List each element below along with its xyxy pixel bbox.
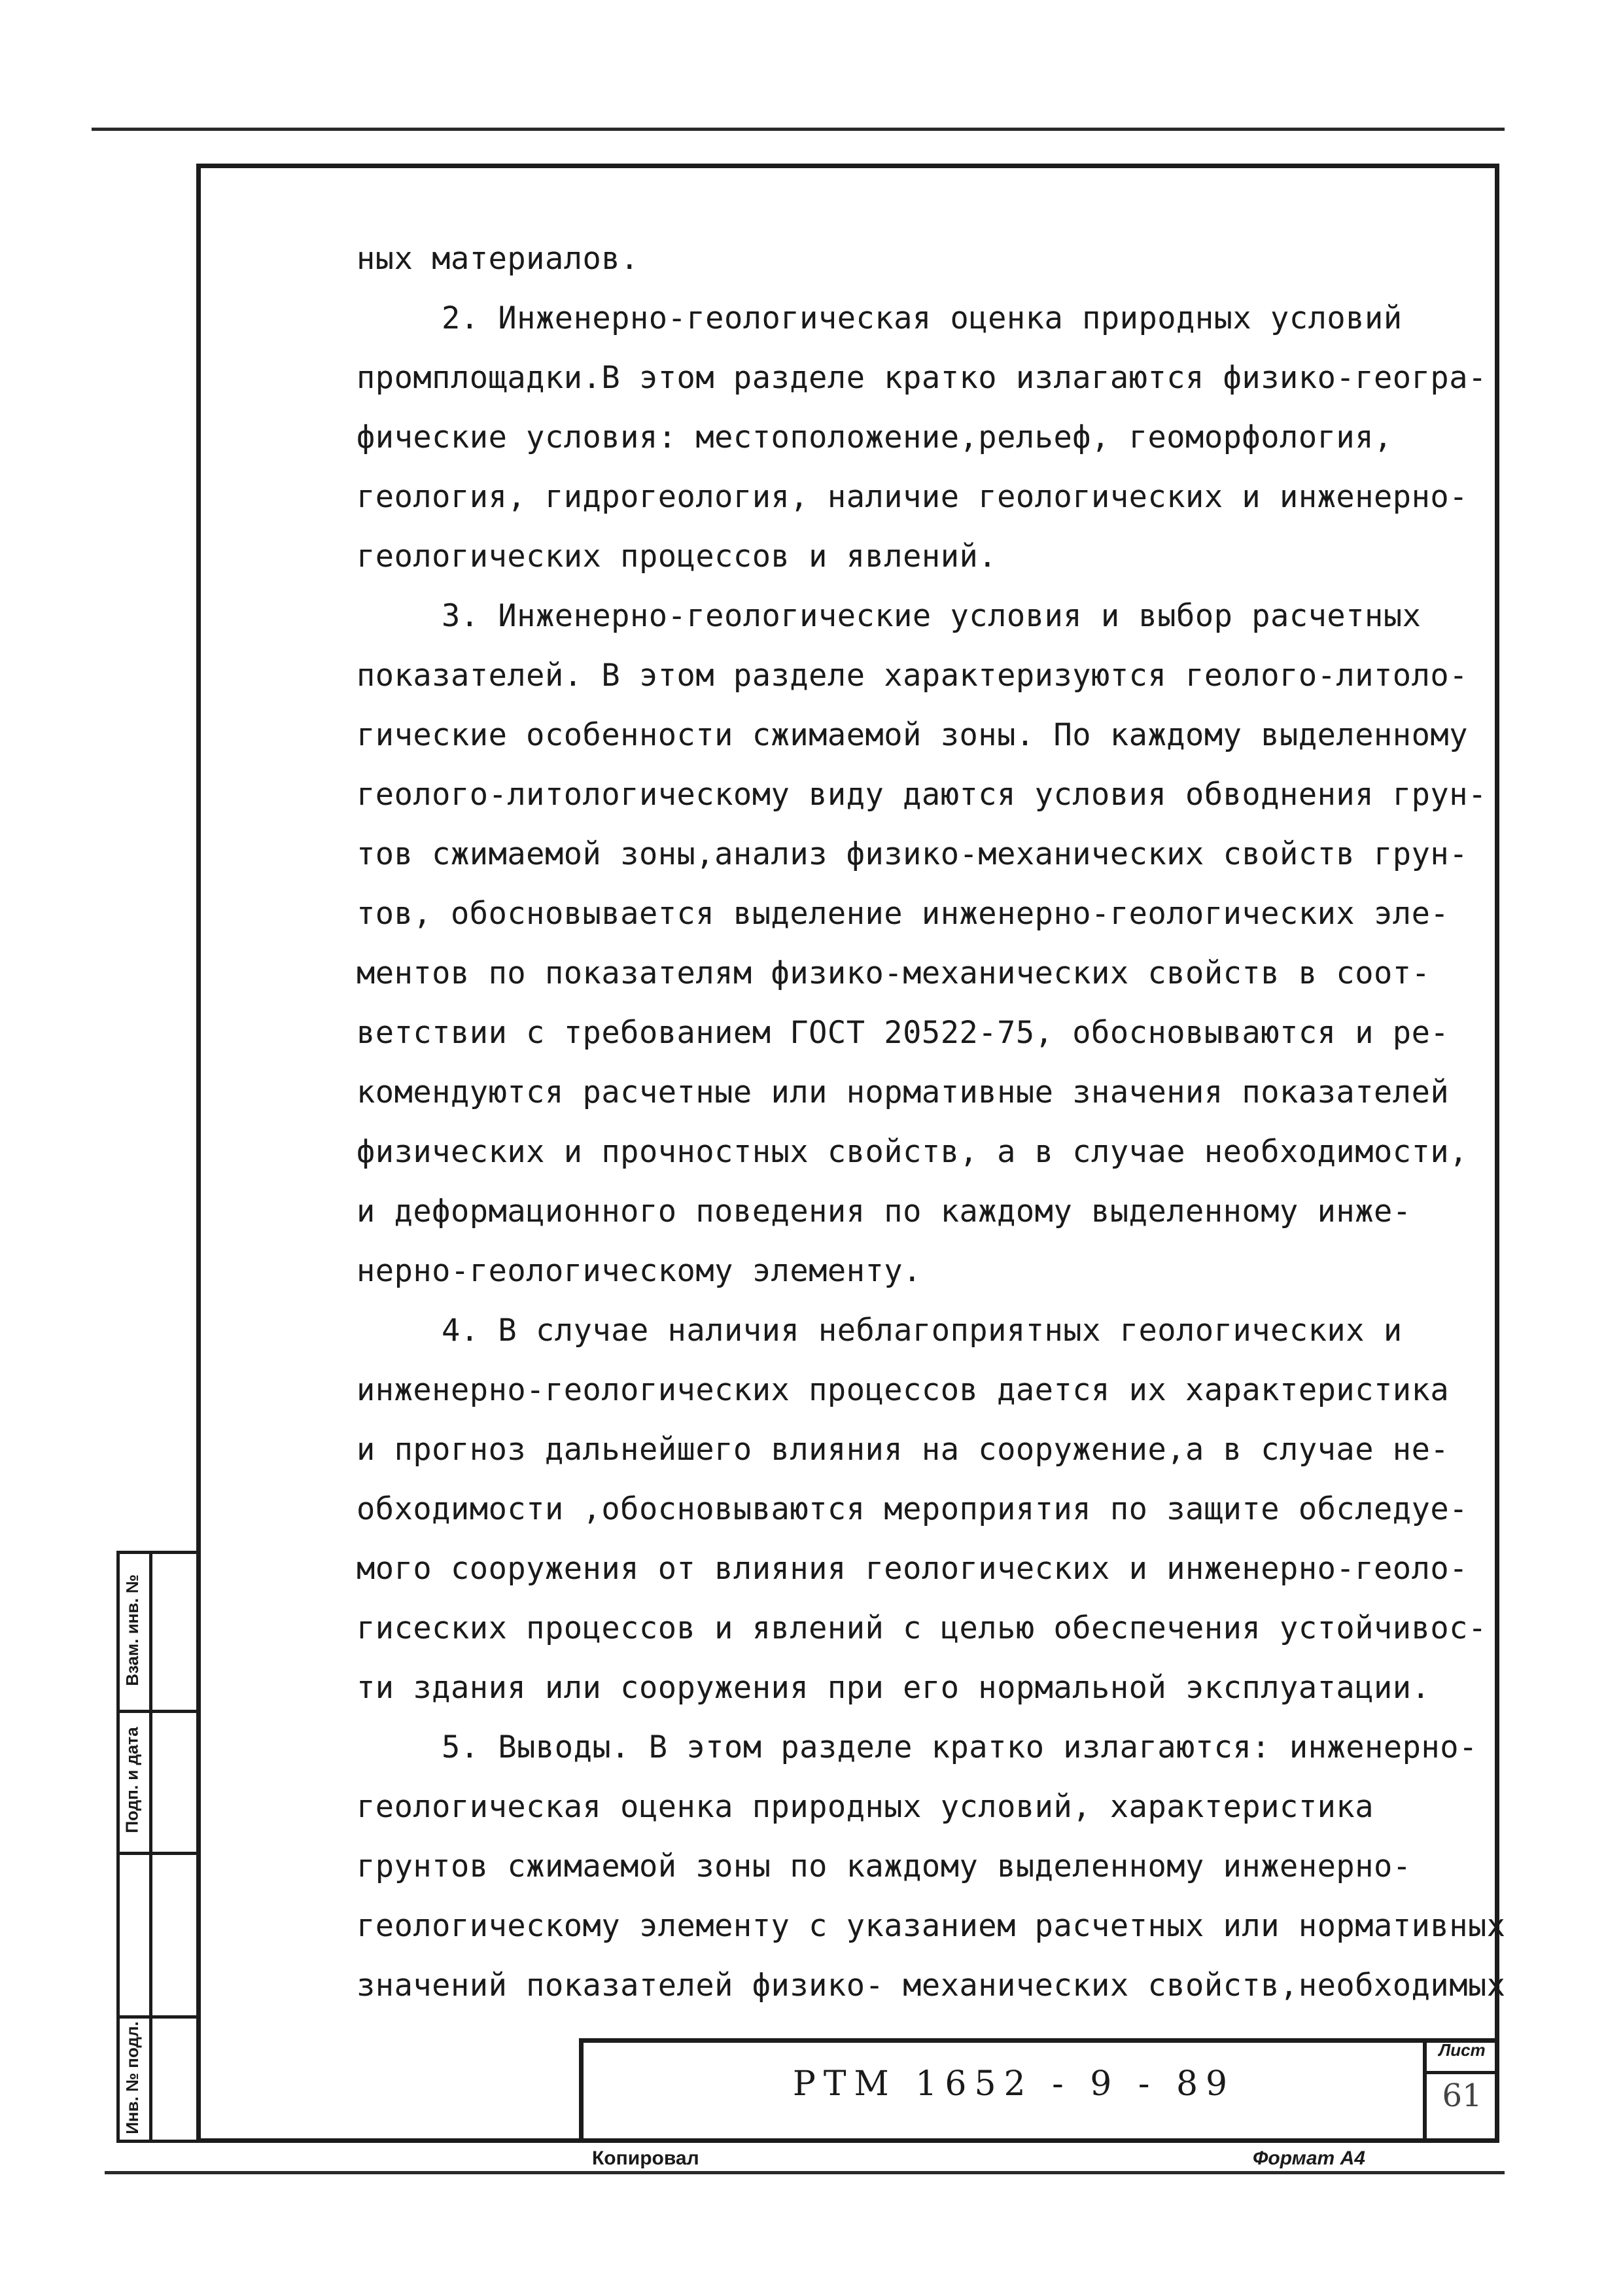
text-line: обходимости ,обосновываются мероприятия по защите обследуе- (357, 1491, 1468, 1527)
text-line: значений показателей физико- механических свойств,необходимых (357, 1968, 1506, 2004)
text-line: ветствии с требованием ГОСТ 20522-75, обосновываются и ре- (357, 1015, 1450, 1051)
format-label: Формат А4 (1253, 2147, 1365, 2169)
text-line: гические особенности сжимаемой зоны. По каждому выделенному (357, 717, 1468, 753)
text-line: и прогноз дальнейшего влияния на сооружение,а в случае не- (357, 1432, 1450, 1468)
text-line: фические условия: местоположение,рельеф, геоморфология, (357, 419, 1393, 455)
text-line: мого сооружения от влияния геологических и инженерно-геоло- (357, 1551, 1468, 1587)
text-line: геологическая оценка природных условий, характеристика (357, 1789, 1374, 1825)
top-rule (92, 128, 1505, 131)
side-label-original-inventory: Инв. № подл. (122, 2021, 142, 2134)
sheet-label: Лист (1439, 2040, 1486, 2060)
text-line: инженерно-геологических процессов дается их характеристика (357, 1372, 1450, 1408)
text-line: нерно-геологическому элементу. (357, 1253, 922, 1289)
side-label-replacement-inventory: Взам. инв. № (122, 1574, 142, 1686)
text-line: промплощадки.В этом разделе кратко излагаются физико-геогра- (357, 360, 1487, 396)
bottom-rule (105, 2171, 1505, 2174)
text-line: ментов по показателям физико-механических свойств в соот- (357, 955, 1431, 991)
document-body (357, 229, 1506, 2015)
text-line: 3. Инженерно-геологические условия и выбор расчетных (442, 598, 1422, 634)
text-line: 4. В случае наличия неблагоприятных геологических и (442, 1313, 1403, 1349)
copied-label: Копировал (592, 2147, 699, 2169)
document-code: РТМ 1652 - 9 - 89 (792, 2064, 1236, 2104)
text-line: тов сжимаемой зоны,анализ физико-механических свойств грун- (357, 836, 1468, 872)
text-line: тов, обосновывается выделение инженерно-геологических эле- (357, 896, 1450, 932)
text-line: 2. Инженерно-геологическая оценка природных условий (442, 300, 1403, 336)
text-line: показателей. В этом разделе характеризуются геолого-литоло- (357, 658, 1468, 694)
text-line: физических и прочностных свойств, а в случае необходимости, (357, 1134, 1468, 1170)
text-line: геолого-литологическому виду даются условия обводнения грун- (357, 777, 1487, 813)
text-line: геологических процессов и явлений. (357, 539, 998, 574)
text-line: 5. Выводы. В этом разделе кратко излагаются: инженерно- (442, 1729, 1478, 1765)
text-line: и деформационного поведения по каждому выделенному инже- (357, 1193, 1412, 1229)
text-line: комендуются расчетные или нормативные значения показателей (357, 1074, 1450, 1110)
text-line: грунтов сжимаемой зоны по каждому выделенному инженерно- (357, 1848, 1412, 1884)
sheet-number: 61 (1442, 2077, 1482, 2114)
side-label-signature-date: Подп. и дата (122, 1726, 142, 1833)
text-line: гисеских процессов и явлений с целью обеспечения устойчивос- (357, 1610, 1487, 1646)
text-line: геологическому элементу с указанием расчетных или нормативных (357, 1908, 1506, 1944)
text-line: ных материалов. (357, 241, 639, 277)
text-line: геология, гидрогеология, наличие геологических и инженерно- (357, 479, 1468, 515)
text-line: ти здания или сооружения при его нормальной эксплуатации. (357, 1670, 1431, 1706)
